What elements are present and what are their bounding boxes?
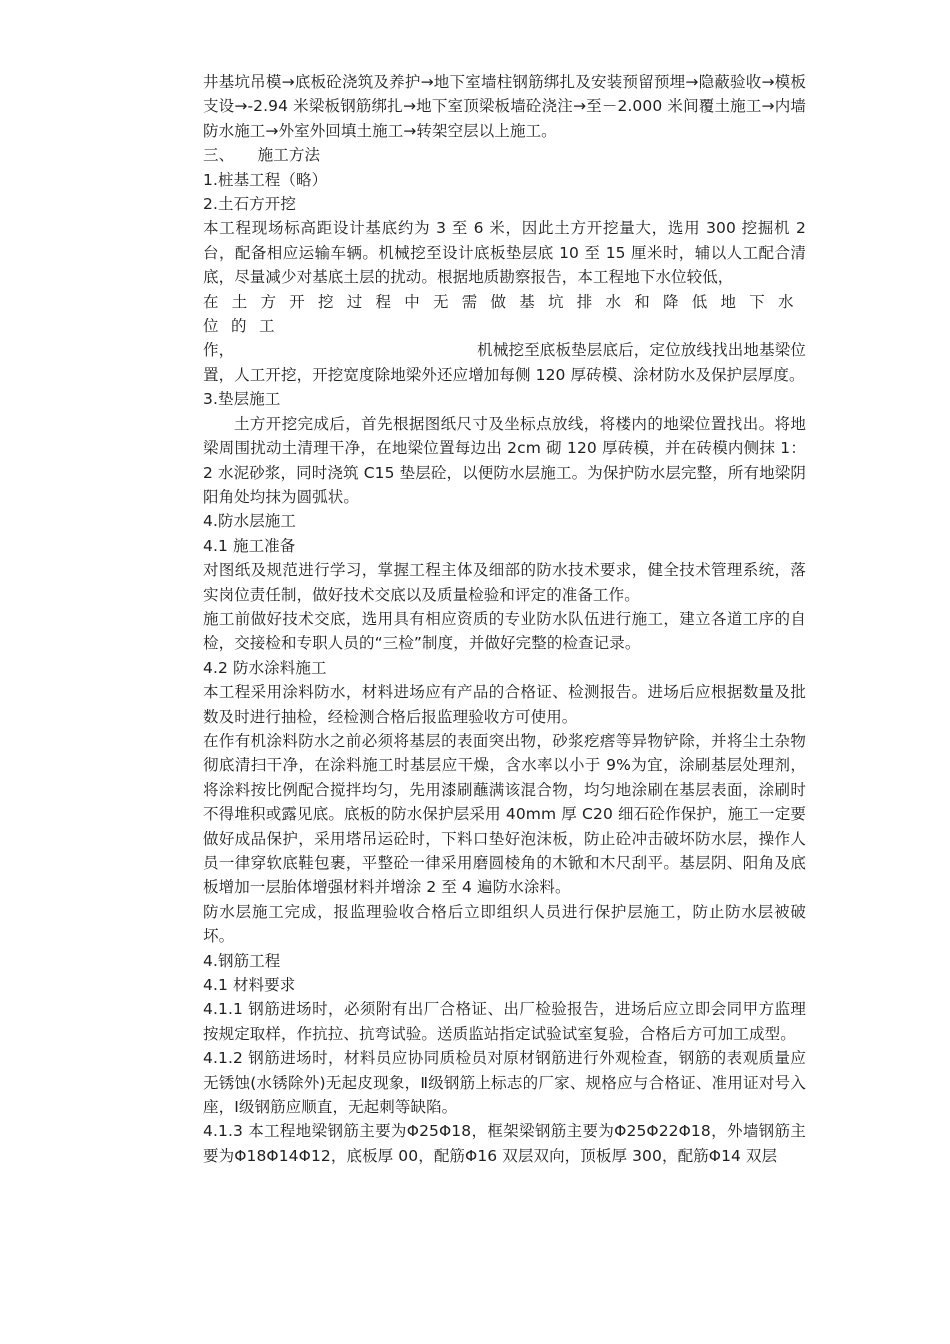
paragraph: 4.1.2 钢筋进场时，材料员应协同质检员对原材钢筋进行外观检查，钢筋的表观质量应无锈蚀(水锈除外)无起皮现象，Ⅱ级钢筋上标志的厂家、规格应与合格证、准用证对号入座，Ⅰ级钢筋应顺直，无起刺等缺陷。 [203,1049,806,1117]
section-heading: 2.土石方开挖 [203,195,296,214]
paragraph: 对图纸及规范进行学习，掌握工程主体及细部的防水技术要求，健全技术管理系统，落实岗位责任制，做好技术交底以及质量检验和评定的准备工作。 [203,561,806,604]
paragraph: 在作有机涂料防水之前必须将基层的表面突出物，砂浆疙瘩等异物铲除，并将尘土杂物彻底清扫干净，在涂料施工时基层应干燥，含水率以小于 9%为宜，涂刷基层处理剂，将涂料按比例配合搅拌均匀，先用漆刷蘸满该混合物，均匀地涂刷在基层表面，涂刷时不得堆积或露见底。底板的防水保护层采用 40mm 厚 C20 细石砼作保护，施工一定要做好成品保护，采用塔吊运砼时，下料口垫好泡沫板，防止砼冲击破坏防水层，操作人员一律穿软底鞋包裹，平整砼一律采用磨圆棱角的木锨和木尺刮平。基层阴、阳角及底板增加一层胎体增强材料并增涂 2 至 4 遍防水涂料。 [203,731,806,897]
section-heading: 三、 施工方法 [203,146,321,165]
subsection-heading: 4.1 材料要求 [203,976,296,995]
paragraph: 本工程现场标高距设计基底约为 3 至 6 米，因此土方开挖量大，选用 300 挖掘机 2 台，配备相应运输车辆。机械挖至设计底板垫层底 10 至 15 厘米时，辅以人工配合清底，尽量减少对基底土层的扰动。根据地质勘察报告，本工程地下水位较低， [203,219,806,287]
paragraph: 施工前做好技术交底，选用具有相应资质的专业防水队伍进行施工，建立各道工序的自检，交接检和专职人员的“三检”制度，并做好完整的检查记录。 [203,609,806,653]
subsection-heading: 4.2 防水涂料施工 [203,658,327,677]
paragraph: 井基坑吊模→底板砼浇筑及养护→地下室墙柱钢筋绑扎及安装预留预埋→隐蔽验收→模板支设→-2.94 米梁板钢筋绑扎→地下室顶梁板墙砼浇注→至－2.000 米间覆土施工→内墙防水施工→外室外回填土施工→转架空层以上施工。 [203,73,806,140]
paragraph: 4.1.3 本工程地梁钢筋主要为Φ25Φ18，框架梁钢筋主要为Φ25Φ22Φ18，外墙钢筋主要为Φ18Φ14Φ12，底板厚 00，配筋Φ16 双层双向，顶板厚 300，配筋Φ14 双层 [203,1122,806,1165]
document-body [203,70,806,1168]
section-heading: 3.垫层施工 [203,390,281,409]
paragraph: 本工程采用涂料防水，材料进场应有产品的合格证、检测报告。进场后应根据数量及批数及时进行抽检，经检测合格后报监理验收方可使用。 [203,683,806,726]
paragraph: 土方开挖完成后，首先根据图纸尺寸及坐标点放线，将楼内的地梁位置找出。将地梁周围扰动土清理干净，在地梁位置每边出 2cm 砌 120 厚砖模，并在砖模内侧抹 1：2 水泥砂浆，同时浇筑 C15 垫层砼，以便防水层施工。为保护防水层完整，所有地梁阴阳角处均抹为圆弧状。 [203,414,806,506]
paragraph: 在土方开挖过程中无需做基坑排水和降低地下水位的工 [203,292,806,336]
section-heading: 4.防水层施工 [203,512,296,531]
paragraph: 4.1.1 钢筋进场时，必须附有出厂合格证、出厂检验报告，进场后应立即会同甲方监理按规定取样，作抗拉、抗弯试验。送质监站指定试验试室复验，合格后方可加工成型。 [203,1000,806,1043]
paragraph: 防水层施工完成，报监理验收合格后立即组织人员进行保护层施工，防止防水层被破坏。 [203,902,806,946]
section-heading: 1.桩基工程（略） [203,170,328,189]
section-heading: 4.钢筋工程 [203,951,281,970]
subsection-heading: 4.1 施工准备 [203,536,296,555]
paragraph: 作， 机械挖至底板垫层底后，定位放线找出地基梁位置，人工开挖，开挖宽度除地梁外还应增加每侧 120 厚砖模、涂材防水及保护层厚度。 [203,341,806,384]
